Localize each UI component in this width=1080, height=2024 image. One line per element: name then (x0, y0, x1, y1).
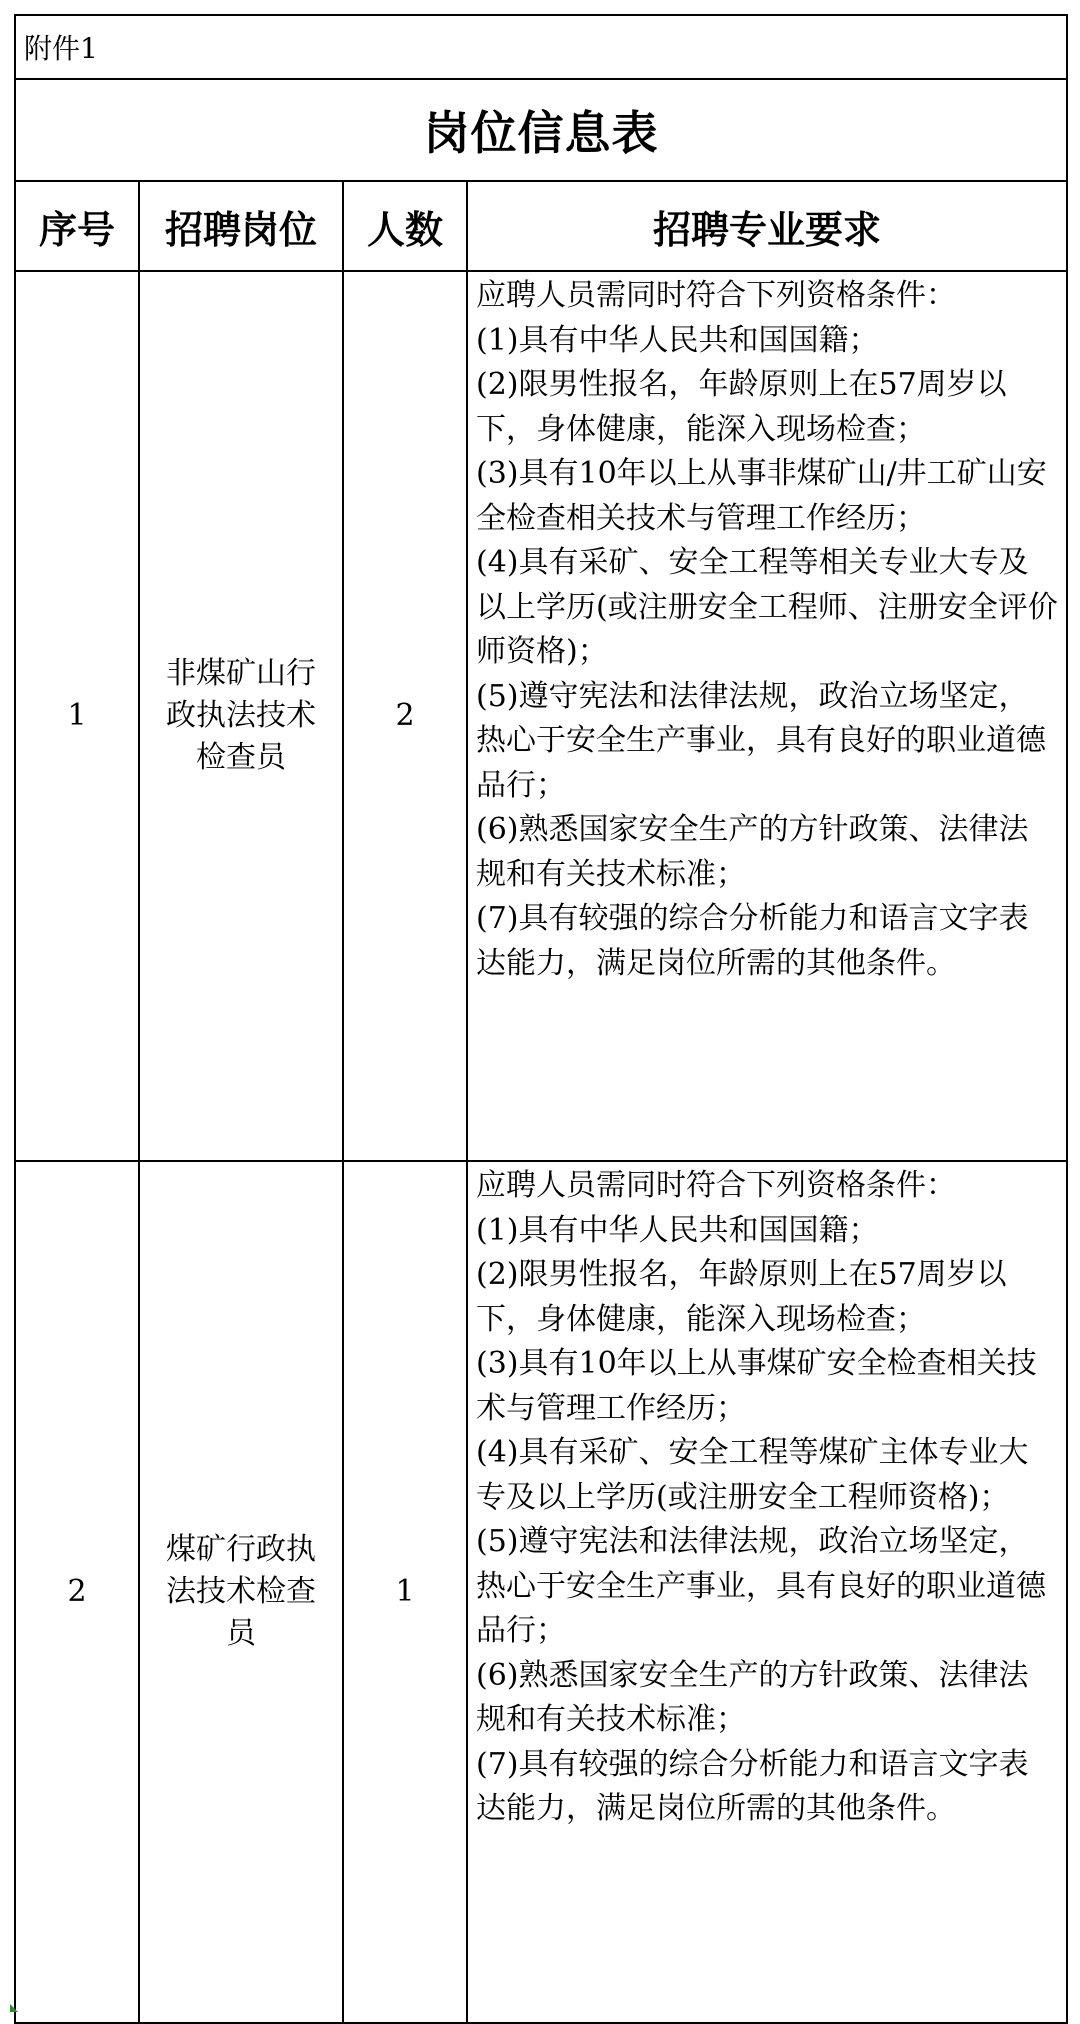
table-row (15, 271, 1067, 1161)
requirement-line: (4)具有采矿、安全工程等煤矿主体专业大专及以上学历(或注册安全工程师资格)； (476, 1435, 1029, 1515)
requirement-line: (7)具有较强的综合分析能力和语言文字表达能力，满足岗位所需的其他条件。 (476, 1746, 1029, 1826)
annex-row (15, 15, 1067, 79)
header-count: 人数 (343, 181, 467, 271)
table-title: 岗位信息表 (15, 79, 1067, 181)
header-position: 招聘岗位 (139, 181, 343, 271)
row-seq: 1 (15, 271, 139, 1161)
requirement-line: (5)遵守宪法和法律法规，政治立场坚定，热心于安全生产事业，具有良好的职业道德品行； (476, 1524, 1046, 1648)
requirement-line: (6)熟悉国家安全生产的方针政策、法律法规和有关技术标准； (476, 812, 1029, 892)
row-position: 煤矿行政执法技术检查员 (139, 1161, 343, 2023)
annex-label: 附件1 (15, 15, 1067, 79)
row-requirements (467, 271, 1067, 1161)
requirement-line: (2)限男性报名，年龄原则上在57周岁以下，身体健康，能深入现场检查； (476, 1257, 1007, 1337)
requirement-line: (4)具有采矿、安全工程等相关专业大专及以上学历(或注册安全工程师、注册安全评价师资格)； (476, 545, 1058, 669)
row-position: 非煤矿山行政执法技术检查员 (139, 271, 343, 1161)
requirement-line: 应聘人员需同时符合下列资格条件： (476, 278, 956, 313)
position-info-table (14, 14, 1068, 2024)
row-count: 1 (343, 1161, 467, 2023)
table-row (15, 1161, 1067, 2023)
requirement-line: (2)限男性报名，年龄原则上在57周岁以下，身体健康，能深入现场检查； (476, 367, 1007, 447)
requirement-line: (5)遵守宪法和法律法规，政治立场坚定，热心于安全生产事业，具有良好的职业道德品行； (476, 678, 1046, 803)
row-requirements (467, 1161, 1067, 2023)
requirement-line: (1)具有中华人民共和国国籍； (476, 1212, 879, 1248)
cell-corner-marker (10, 2004, 18, 2012)
row-count: 2 (343, 271, 467, 1161)
header-requirements: 招聘专业要求 (467, 181, 1067, 271)
header-seq: 序号 (15, 181, 139, 271)
requirement-line: (7)具有较强的综合分析能力和语言文字表达能力，满足岗位所需的其他条件。 (476, 901, 1029, 981)
title-row (15, 79, 1067, 181)
requirement-line: (3)具有10年以上从事非煤矿山/井工矿山安全检查相关技术与管理工作经历； (476, 456, 1047, 536)
requirement-line: (3)具有10年以上从事煤矿安全检查相关技术与管理工作经历； (476, 1346, 1037, 1426)
header-row (15, 181, 1067, 271)
requirement-line: (1)具有中华人民共和国国籍； (476, 322, 879, 358)
document-page (14, 14, 1066, 2024)
requirement-line: 应聘人员需同时符合下列资格条件： (476, 1168, 956, 1203)
row-seq: 2 (15, 1161, 139, 2023)
requirement-line: (6)熟悉国家安全生产的方针政策、法律法规和有关技术标准； (476, 1657, 1029, 1737)
